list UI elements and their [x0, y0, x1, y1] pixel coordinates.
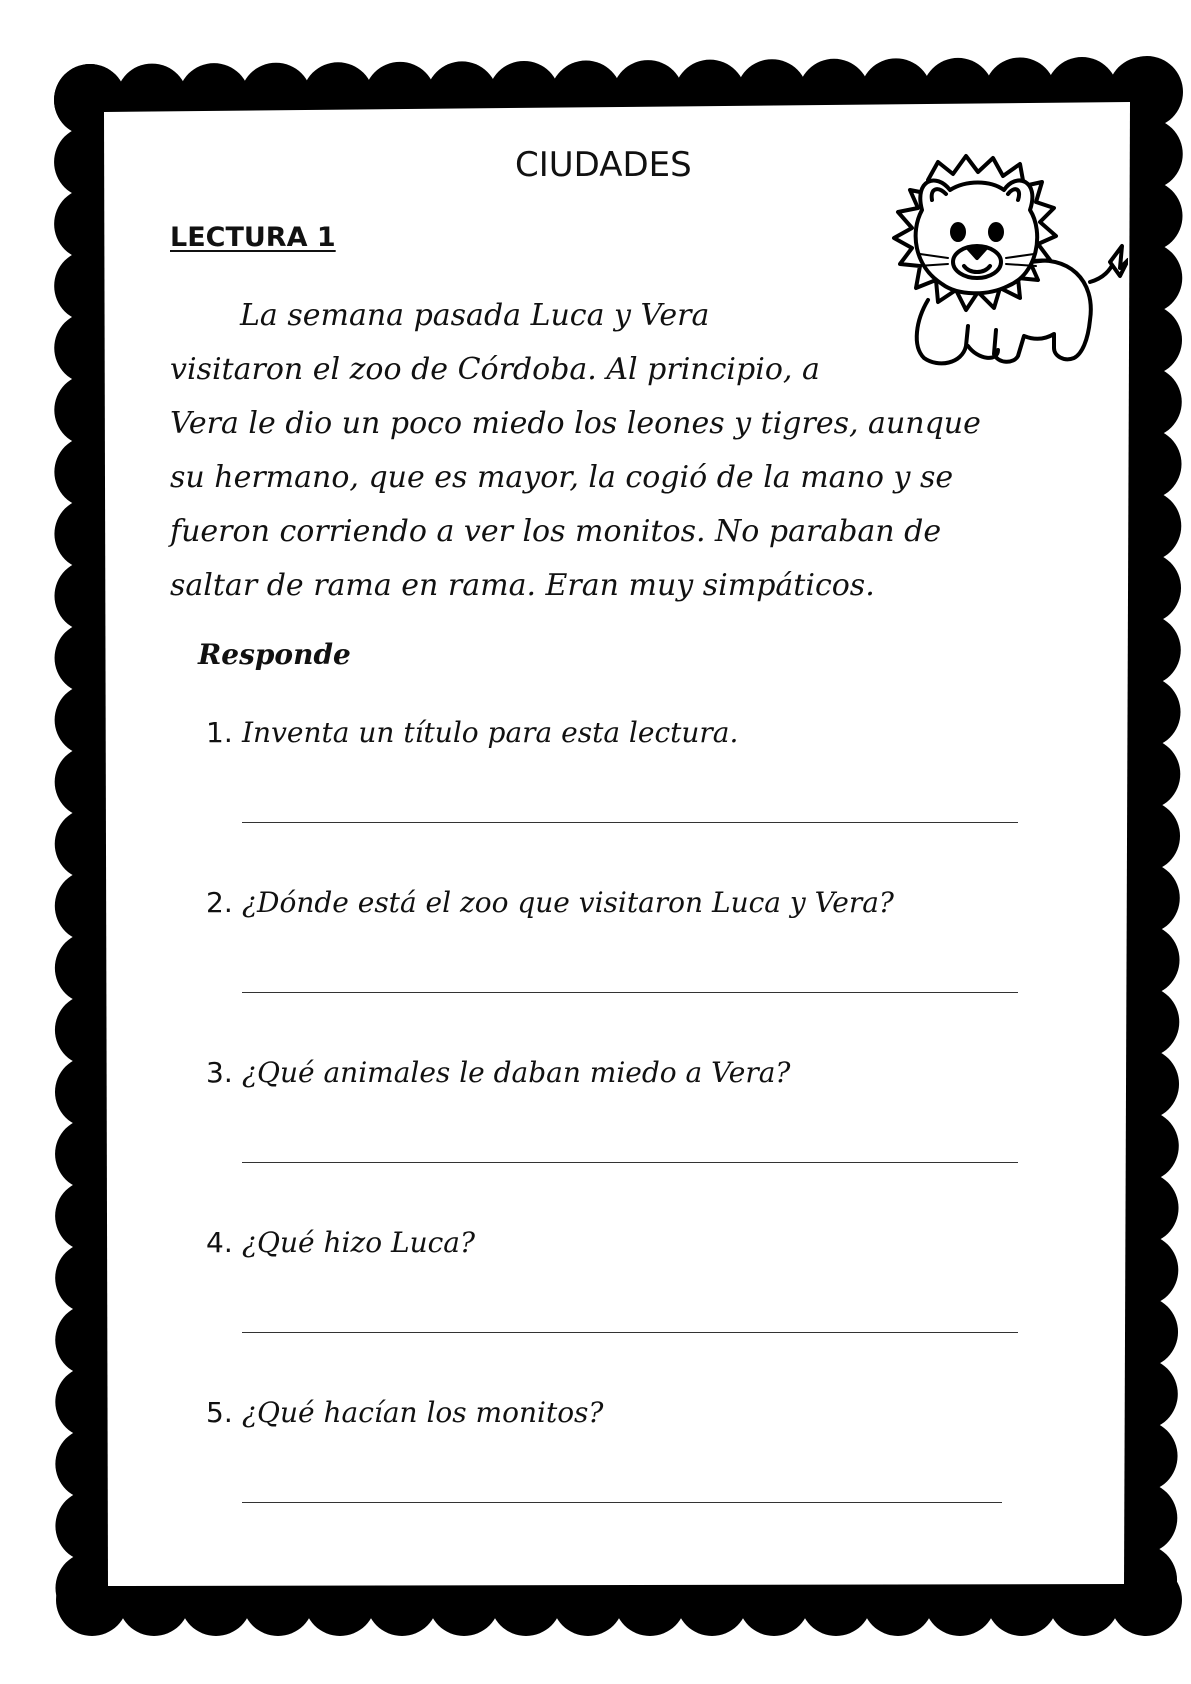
question-item	[206, 716, 738, 749]
question-number: 3.	[206, 1056, 233, 1089]
reading-line: La semana pasada Luca y Vera	[240, 298, 710, 333]
reading-line: su hermano, que es mayor, la cogió de la mano y se	[170, 460, 954, 495]
question-text: ¿Qué hacían los monitos?	[242, 1396, 604, 1429]
answer-line[interactable]	[242, 822, 1018, 823]
answer-line[interactable]	[242, 992, 1018, 993]
lion-icon	[858, 150, 1128, 390]
question-text: ¿Qué hizo Luca?	[242, 1226, 475, 1259]
reading-line: visitaron el zoo de Córdoba. Al principio, a	[170, 352, 820, 387]
page-title: CIUDADES	[515, 145, 692, 185]
question-number: 5.	[206, 1396, 233, 1429]
question-number: 1.	[206, 716, 233, 749]
question-text: Inventa un título para esta lectura.	[242, 716, 739, 749]
questions-heading: Responde	[198, 638, 351, 671]
question-item	[206, 1396, 603, 1429]
question-text: ¿Qué animales le daban miedo a Vera?	[242, 1056, 791, 1089]
question-item	[206, 1226, 475, 1259]
reading-line: saltar de rama en rama. Eran muy simpáticos.	[170, 568, 875, 603]
answer-line[interactable]	[242, 1332, 1018, 1333]
reading-line: Vera le dio un poco miedo los leones y tigres, aunque	[170, 406, 981, 441]
answer-line[interactable]	[242, 1162, 1018, 1163]
question-number: 4.	[206, 1226, 233, 1259]
reading-heading: LECTURA 1	[170, 222, 336, 253]
answer-line[interactable]	[242, 1502, 1002, 1503]
question-text: ¿Dónde está el zoo que visitaron Luca y Vera?	[242, 886, 894, 919]
question-item	[206, 1056, 790, 1089]
question-item	[206, 886, 894, 919]
question-number: 2.	[206, 886, 233, 919]
reading-line: fueron corriendo a ver los monitos. No paraban de	[170, 514, 942, 549]
